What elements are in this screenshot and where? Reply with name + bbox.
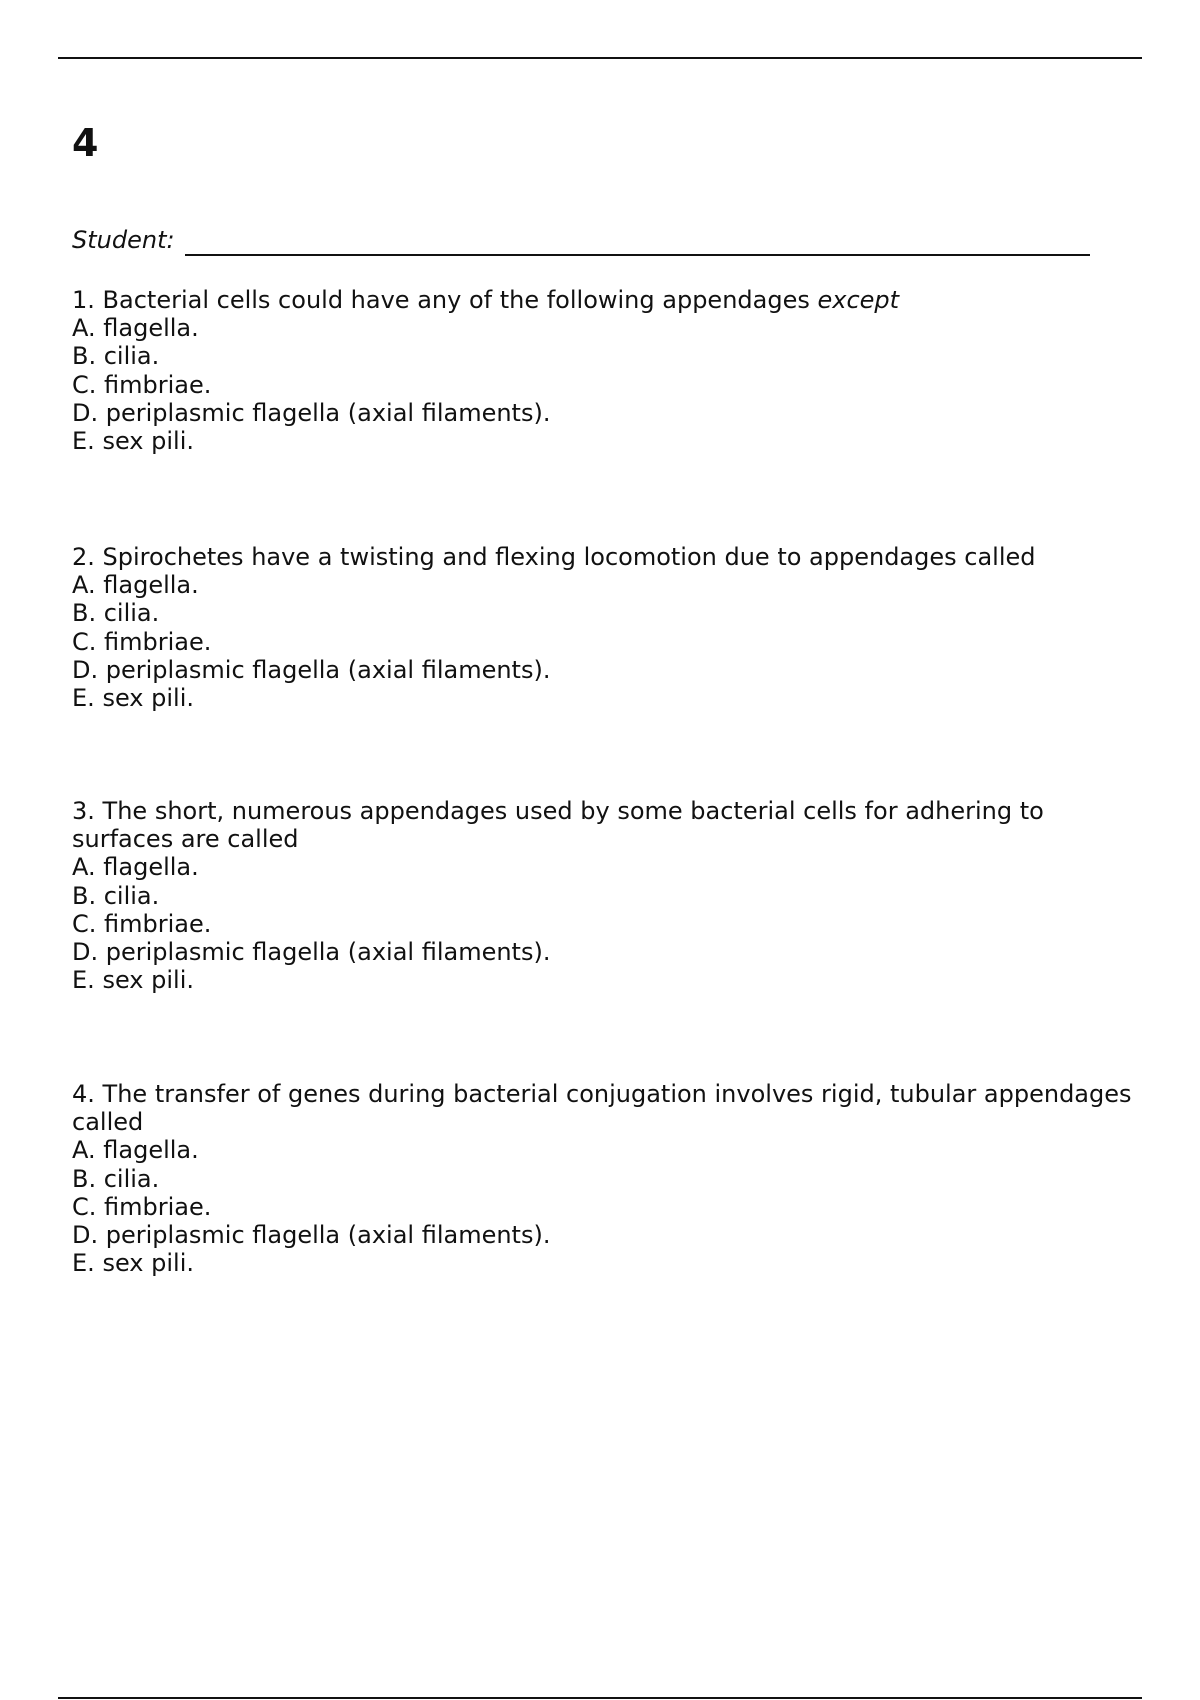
option-letter: D.	[72, 655, 99, 684]
option-text: cilia.	[103, 599, 160, 628]
answer-option-d[interactable]	[72, 656, 1152, 684]
question-text: Bacterial cells could have any of the following appendages	[102, 286, 810, 314]
header-rule	[58, 57, 1142, 59]
question-stem	[72, 1080, 1152, 1136]
option-letter: C.	[72, 627, 97, 656]
question-number: 2.	[72, 543, 95, 571]
answer-options	[72, 853, 1152, 994]
answer-option-a[interactable]	[72, 1136, 1152, 1164]
option-letter: B.	[72, 342, 97, 371]
option-text: fimbriae.	[104, 1192, 212, 1221]
option-text: fimbriae.	[104, 627, 212, 656]
option-letter: E.	[72, 1249, 95, 1278]
question-number: 3.	[72, 797, 95, 825]
answer-option-c[interactable]	[72, 371, 1152, 399]
question-3	[72, 797, 1152, 994]
option-text: flagella.	[103, 571, 199, 600]
option-letter: A.	[72, 853, 96, 882]
answer-option-c[interactable]	[72, 628, 1152, 656]
question-text: Spirochetes have a twisting and flexing locomotion due to appendages called	[102, 543, 1036, 571]
option-letter: D.	[72, 1221, 99, 1250]
option-text: sex pili.	[102, 966, 194, 995]
option-text: fimbriae.	[104, 370, 212, 399]
option-letter: A.	[72, 571, 96, 600]
answer-option-e[interactable]	[72, 1249, 1152, 1277]
question-text: The transfer of genes during bacterial conjugation involves rigid, tubular appendages called	[72, 1080, 1132, 1137]
student-name-line[interactable]	[185, 225, 1090, 256]
option-text: periplasmic flagella (axial filaments).	[105, 938, 551, 967]
answer-option-c[interactable]	[72, 1193, 1152, 1221]
option-text: flagella.	[103, 314, 199, 343]
option-text: sex pili.	[102, 684, 194, 713]
answer-option-a[interactable]	[72, 314, 1152, 342]
option-letter: A.	[72, 314, 96, 343]
option-letter: E.	[72, 684, 95, 713]
page-number: 4	[72, 121, 99, 165]
answer-options	[72, 1136, 1152, 1277]
answer-option-d[interactable]	[72, 1221, 1152, 1249]
option-text: flagella.	[103, 1136, 199, 1165]
answer-option-e[interactable]	[72, 427, 1152, 455]
footer-rule	[58, 1697, 1142, 1699]
question-stem	[72, 543, 1152, 571]
option-text: sex pili.	[102, 427, 194, 456]
answer-option-b[interactable]	[72, 599, 1152, 627]
answer-option-a[interactable]	[72, 571, 1152, 599]
answer-option-d[interactable]	[72, 938, 1152, 966]
option-letter: E.	[72, 966, 95, 995]
answer-option-e[interactable]	[72, 684, 1152, 712]
option-letter: C.	[72, 909, 97, 938]
answer-option-b[interactable]	[72, 342, 1152, 370]
question-emphasis: except	[817, 286, 900, 314]
option-letter: D.	[72, 938, 99, 967]
answer-options	[72, 314, 1152, 455]
answer-option-c[interactable]	[72, 910, 1152, 938]
answer-option-b[interactable]	[72, 1165, 1152, 1193]
option-text: cilia.	[103, 1164, 160, 1193]
option-letter: E.	[72, 427, 95, 456]
option-text: flagella.	[103, 853, 199, 882]
option-text: cilia.	[103, 881, 160, 910]
option-text: periplasmic flagella (axial filaments).	[105, 398, 551, 427]
answer-option-d[interactable]	[72, 399, 1152, 427]
option-text: fimbriae.	[104, 909, 212, 938]
option-text: periplasmic flagella (axial filaments).	[105, 655, 551, 684]
question-number: 1.	[72, 286, 95, 314]
answer-options	[72, 571, 1152, 712]
question-2	[72, 543, 1152, 712]
option-letter: B.	[72, 1164, 97, 1193]
question-stem	[72, 286, 1152, 314]
option-text: cilia.	[103, 342, 160, 371]
question-stem	[72, 797, 1152, 853]
question-4	[72, 1080, 1152, 1277]
option-letter: A.	[72, 1136, 96, 1165]
option-text: sex pili.	[102, 1249, 194, 1278]
student-label: Student:	[72, 226, 175, 254]
question-number: 4.	[72, 1080, 95, 1108]
option-letter: C.	[72, 1192, 97, 1221]
student-field	[72, 224, 1090, 256]
option-letter: B.	[72, 881, 97, 910]
option-text: periplasmic flagella (axial filaments).	[105, 1221, 551, 1250]
question-1	[72, 286, 1152, 455]
option-letter: C.	[72, 370, 97, 399]
answer-option-e[interactable]	[72, 966, 1152, 994]
question-text: The short, numerous appendages used by some bacterial cells for adhering to surfaces are called	[72, 797, 1044, 854]
option-letter: B.	[72, 599, 97, 628]
answer-option-b[interactable]	[72, 882, 1152, 910]
option-letter: D.	[72, 398, 99, 427]
answer-option-a[interactable]	[72, 853, 1152, 881]
